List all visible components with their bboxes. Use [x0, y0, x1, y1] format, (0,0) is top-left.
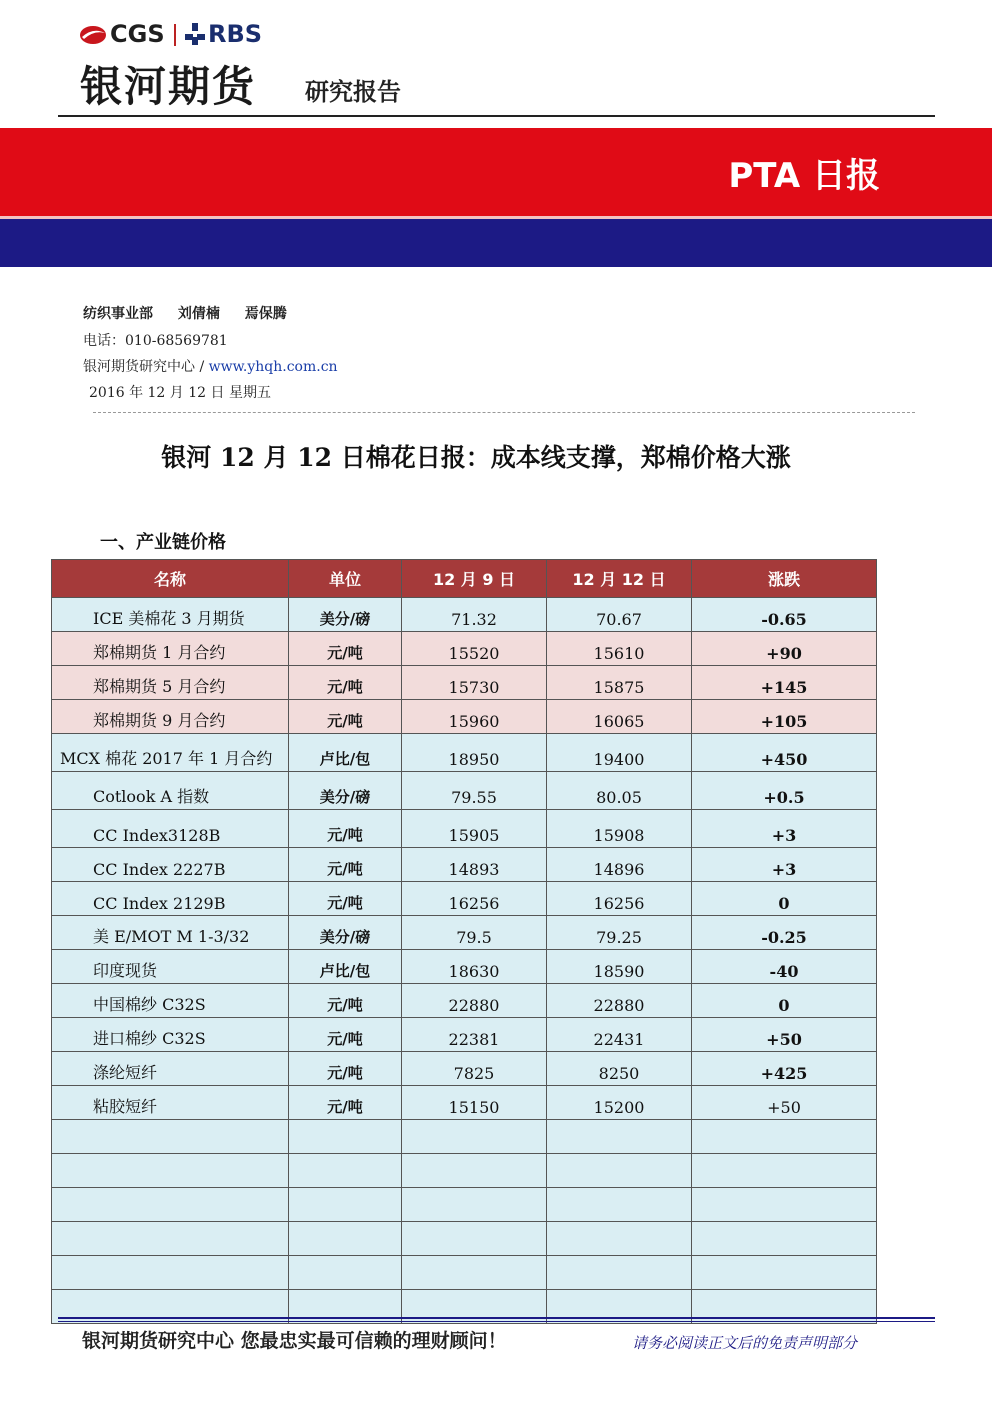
cell-unit: 元/吨	[289, 1086, 402, 1120]
cell-date1: 15730	[402, 666, 547, 700]
table-row	[52, 700, 877, 734]
cell-unit: 元/吨	[289, 810, 402, 848]
header-rule	[58, 115, 935, 117]
website-link[interactable]: www.yhqh.com.cn	[208, 359, 338, 375]
cell-change: +450	[692, 734, 877, 772]
cell-date2: 80.05	[547, 772, 692, 810]
cell-date2: 16065	[547, 700, 692, 734]
logo-cgs-text: CGS	[110, 20, 165, 48]
table-row	[52, 666, 877, 700]
cell-name: 涤纶短纤	[52, 1052, 289, 1086]
phone-line: 电话：010-68569781	[83, 333, 228, 349]
cell-change: +50	[692, 1018, 877, 1052]
cell-date2: 16256	[547, 882, 692, 916]
cell-date1: 79.55	[402, 772, 547, 810]
cell-change: +0.5	[692, 772, 877, 810]
cell-change: -0.25	[692, 916, 877, 950]
cell-name: ICE 美棉花 3 月期货	[52, 598, 289, 632]
cell-change: +90	[692, 632, 877, 666]
table-row	[52, 810, 877, 848]
cell-date1: 22880	[402, 984, 547, 1018]
cell-date1: 18630	[402, 950, 547, 984]
table-row	[52, 598, 877, 632]
cell-name: 郑棉期货 9 月合约	[52, 700, 289, 734]
cell-date2: 79.25	[547, 916, 692, 950]
cell-unit: 美分/磅	[289, 598, 402, 632]
cell-date1: 18950	[402, 734, 547, 772]
footer-slogan: 银河期货研究中心 您最忠实最可信赖的理财顾问！	[82, 1330, 507, 1352]
empty-row	[52, 1256, 877, 1290]
cell-unit: 卢比/包	[289, 734, 402, 772]
cell-name: 印度现货	[52, 950, 289, 984]
research-center-line	[83, 356, 338, 376]
cell-name: 中国棉纱 C32S	[52, 984, 289, 1018]
cell-name: MCX 棉花 2017 年 1 月合约	[52, 734, 289, 772]
price-table	[51, 559, 877, 1324]
banner-title: PTA 日报	[728, 156, 880, 196]
table-row	[52, 734, 877, 772]
cell-change: -0.65	[692, 598, 877, 632]
table-row	[52, 950, 877, 984]
col-header-name: 名称	[52, 560, 289, 598]
cell-date1: 14893	[402, 848, 547, 882]
cell-unit: 美分/磅	[289, 916, 402, 950]
cell-name: 郑棉期货 1 月合约	[52, 632, 289, 666]
logo-rbs-text: RBS	[208, 20, 263, 48]
cell-unit: 元/吨	[289, 666, 402, 700]
cell-date2: 15908	[547, 810, 692, 848]
cell-change: +3	[692, 848, 877, 882]
article-title: 银河 12 月 12 日棉花日报：成本线支撑，郑棉价格大涨	[161, 443, 791, 472]
table-row	[52, 1052, 877, 1086]
empty-row	[52, 1188, 877, 1222]
cell-name: 美 E/MOT M 1-3/32	[52, 916, 289, 950]
cell-date2: 70.67	[547, 598, 692, 632]
section-heading: 一、产业链价格	[100, 532, 226, 553]
cell-date1: 15520	[402, 632, 547, 666]
table-header-row	[52, 560, 877, 598]
col-header-date2: 12 月 12 日	[547, 560, 692, 598]
blue-banner	[0, 219, 992, 267]
cell-change: 0	[692, 984, 877, 1018]
logo-divider	[174, 24, 176, 46]
author-2: 焉保腾	[244, 306, 287, 322]
department: 纺织事业部	[83, 306, 153, 322]
empty-row	[52, 1222, 877, 1256]
cell-date2: 22431	[547, 1018, 692, 1052]
cell-change: 0	[692, 882, 877, 916]
cell-date2: 15200	[547, 1086, 692, 1120]
cgs-logo-icon	[78, 24, 108, 46]
cell-change: +50	[692, 1086, 877, 1120]
cell-date2: 15610	[547, 632, 692, 666]
table-row	[52, 632, 877, 666]
cell-change: +145	[692, 666, 877, 700]
cell-unit: 美分/磅	[289, 772, 402, 810]
cell-unit: 元/吨	[289, 1018, 402, 1052]
author-1: 刘倩楠	[177, 306, 220, 322]
cell-date1: 15150	[402, 1086, 547, 1120]
cell-change: +425	[692, 1052, 877, 1086]
cell-unit: 元/吨	[289, 882, 402, 916]
cell-name: 郑棉期货 5 月合约	[52, 666, 289, 700]
cell-unit: 元/吨	[289, 848, 402, 882]
brand-name: 银河期货	[80, 62, 257, 111]
center-name: 银河期货研究中心 /	[83, 359, 209, 375]
author-line	[83, 303, 307, 323]
footer-rule-thin	[58, 1321, 935, 1322]
title-banner	[0, 128, 992, 216]
cell-unit: 元/吨	[289, 632, 402, 666]
cell-date2: 14896	[547, 848, 692, 882]
empty-row	[52, 1154, 877, 1188]
cell-date2: 22880	[547, 984, 692, 1018]
cell-name: 进口棉纱 C32S	[52, 1018, 289, 1052]
cell-unit: 元/吨	[289, 984, 402, 1018]
cell-name: 粘胶短纤	[52, 1086, 289, 1120]
col-header-change: 涨跌	[692, 560, 877, 598]
cell-name: CC Index 2129B	[52, 882, 289, 916]
empty-row	[52, 1120, 877, 1154]
cell-change: +3	[692, 810, 877, 848]
cell-date2: 8250	[547, 1052, 692, 1086]
table-row	[52, 916, 877, 950]
report-date: 2016 年 12 月 12 日 星期五	[89, 385, 271, 401]
cell-date1: 15905	[402, 810, 547, 848]
cell-date1: 79.5	[402, 916, 547, 950]
col-header-date1: 12 月 9 日	[402, 560, 547, 598]
table-row	[52, 848, 877, 882]
table-row	[52, 1018, 877, 1052]
table-row	[52, 984, 877, 1018]
cell-date1: 15960	[402, 700, 547, 734]
report-type: 研究报告	[305, 78, 401, 106]
cell-date1: 16256	[402, 882, 547, 916]
cell-date1: 71.32	[402, 598, 547, 632]
cell-name: CC Index 2227B	[52, 848, 289, 882]
cell-date2: 18590	[547, 950, 692, 984]
cell-name: CC Index3128B	[52, 810, 289, 848]
cell-unit: 元/吨	[289, 700, 402, 734]
dashed-divider	[93, 412, 915, 413]
cell-date2: 19400	[547, 734, 692, 772]
rbs-logo-icon	[184, 22, 206, 46]
cell-date2: 15875	[547, 666, 692, 700]
table-row	[52, 772, 877, 810]
table-row	[52, 882, 877, 916]
table-row	[52, 1086, 877, 1120]
cell-name: Cotlook A 指数	[52, 772, 289, 810]
col-header-unit: 单位	[289, 560, 402, 598]
cell-unit: 元/吨	[289, 1052, 402, 1086]
footer-rule	[58, 1317, 935, 1319]
cell-change: +105	[692, 700, 877, 734]
footer-disclaimer: 请务必阅读正文后的免责声明部分	[632, 1334, 858, 1352]
cell-change: -40	[692, 950, 877, 984]
cell-date1: 7825	[402, 1052, 547, 1086]
cell-date1: 22381	[402, 1018, 547, 1052]
cell-unit: 卢比/包	[289, 950, 402, 984]
